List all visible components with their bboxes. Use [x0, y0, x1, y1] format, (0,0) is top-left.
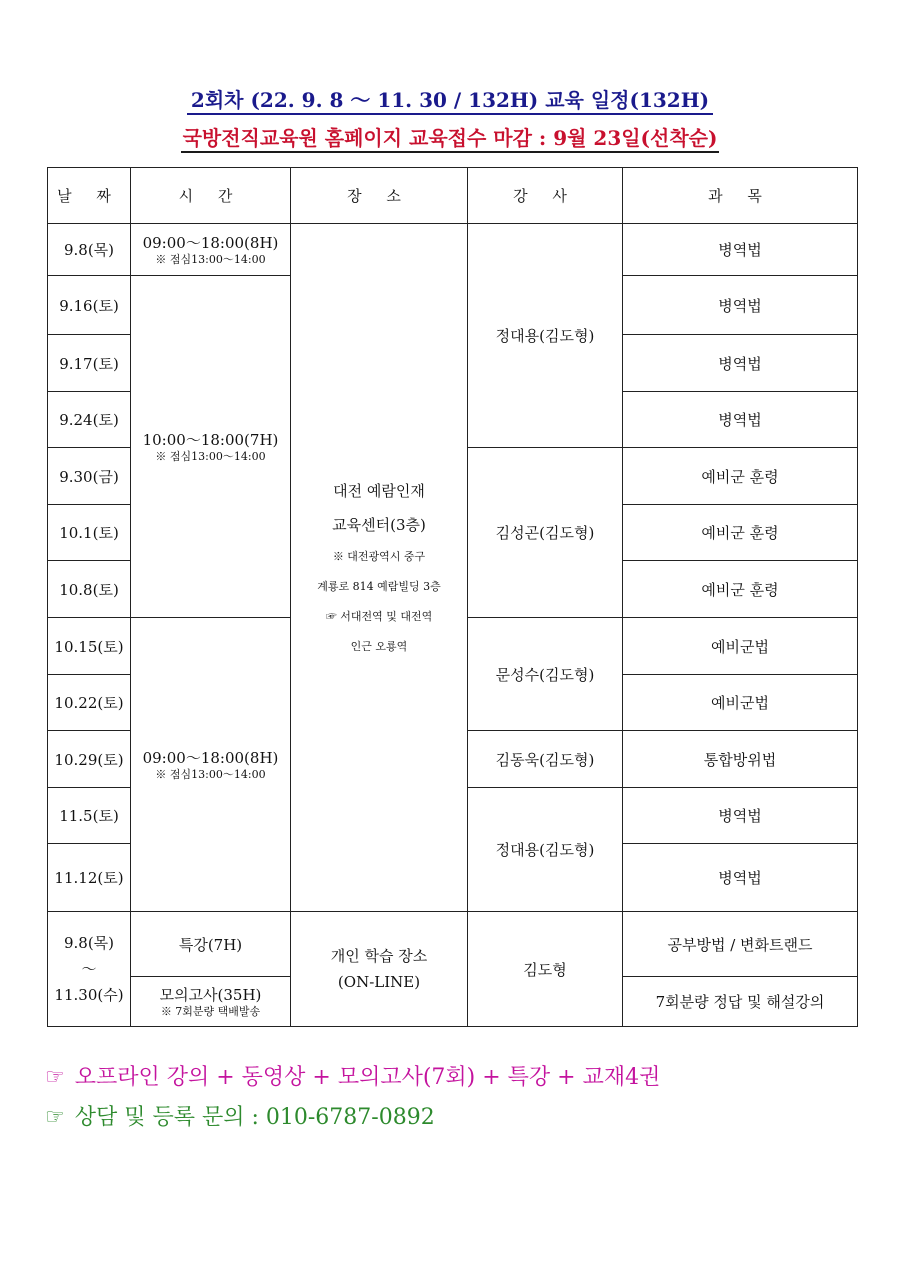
instructor-cell: 정대용(김도형) [468, 224, 623, 448]
header-time: 시 간 [131, 168, 291, 224]
header-subject: 과 목 [623, 168, 858, 224]
schedule-title: 2회차 (22. 9. 8 ～ 11. 30 / 132H) 교육 일정(132H) [0, 84, 900, 113]
date-cell: 10.15(토) [48, 618, 131, 675]
header-place: 장 소 [291, 168, 468, 224]
date-cell: 9.17(토) [48, 335, 131, 392]
instructor-cell: 김동욱(김도형) [468, 731, 623, 788]
time-cell: 10:00～18:00(7H) ※ 점심13:00～14:00 [131, 276, 291, 618]
subject-cell: 예비군법 [623, 618, 858, 675]
subject-cell: 병역법 [623, 335, 858, 392]
subject-cell: 병역법 [623, 276, 858, 335]
pointing-hand-icon: ☞ [45, 1065, 65, 1090]
date-cell: 10.8(토) [48, 561, 131, 618]
pointing-hand-icon: ☞ [45, 1105, 65, 1130]
subject-cell: 7회분량 정답 및 해설강의 [623, 977, 858, 1027]
subject-cell: 예비군 훈령 [623, 505, 858, 561]
header-row [48, 168, 858, 224]
subject-cell: 예비군 훈령 [623, 561, 858, 618]
final-instructor-cell: 김도형 [468, 912, 623, 1027]
table-row [48, 224, 858, 276]
date-cell: 9.24(토) [48, 392, 131, 448]
subject-cell: 공부방법 / 변화트랜드 [623, 912, 858, 977]
date-cell: 10.22(토) [48, 675, 131, 731]
special-lecture-cell: 특강(7H) [131, 912, 291, 977]
online-place-cell: 개인 학습 장소 (ON-LINE) [291, 912, 468, 1027]
place-cell: 대전 예람인재 교육센터(3층) ※ 대전광역시 중구 계룡로 814 예람빌딩 3층 ☞ 서대전역 및 대전역 인근 오룡역 [291, 224, 468, 912]
header-date: 날 짜 [48, 168, 131, 224]
subject-cell: 병역법 [623, 392, 858, 448]
contact-note: ☞ 상담 및 등록 문의 : 010-6787-0892 [45, 1105, 435, 1130]
final-date-cell: 9.8(목) ～ 11.30(수) [48, 912, 131, 1027]
subject-cell: 통합방위법 [623, 731, 858, 788]
date-cell: 10.1(토) [48, 505, 131, 561]
mock-exam-cell: 모의고사(35H) ※ 7회분량 택배발송 [131, 977, 291, 1027]
subject-cell: 예비군 훈령 [623, 448, 858, 505]
schedule-table [47, 167, 858, 1027]
course-package-note: ☞ 오프라인 강의 + 동영상 + 모의고사(7회) + 특강 + 교재4권 [45, 1065, 661, 1090]
header-instructor: 강 사 [468, 168, 623, 224]
time-cell: 09:00～18:00(8H) ※ 점심13:00～14:00 [131, 618, 291, 912]
date-cell: 11.12(토) [48, 844, 131, 912]
date-cell: 9.30(금) [48, 448, 131, 505]
subject-cell: 예비군법 [623, 675, 858, 731]
instructor-cell: 문성수(김도형) [468, 618, 623, 731]
date-cell: 9.16(토) [48, 276, 131, 335]
time-cell: 09:00～18:00(8H) ※ 점심13:00～14:00 [131, 224, 291, 276]
instructor-cell: 정대용(김도형) [468, 788, 623, 912]
subject-cell: 병역법 [623, 224, 858, 276]
table-row [48, 912, 858, 977]
instructor-cell: 김성곤(김도형) [468, 448, 623, 618]
subject-cell: 병역법 [623, 788, 858, 844]
date-cell: 10.29(토) [48, 731, 131, 788]
subject-cell: 병역법 [623, 844, 858, 912]
date-cell: 11.5(토) [48, 788, 131, 844]
date-cell: 9.8(목) [48, 224, 131, 276]
registration-deadline: 국방전직교육원 홈페이지 교육접수 마감 : 9월 23일(선착순) [0, 122, 900, 151]
